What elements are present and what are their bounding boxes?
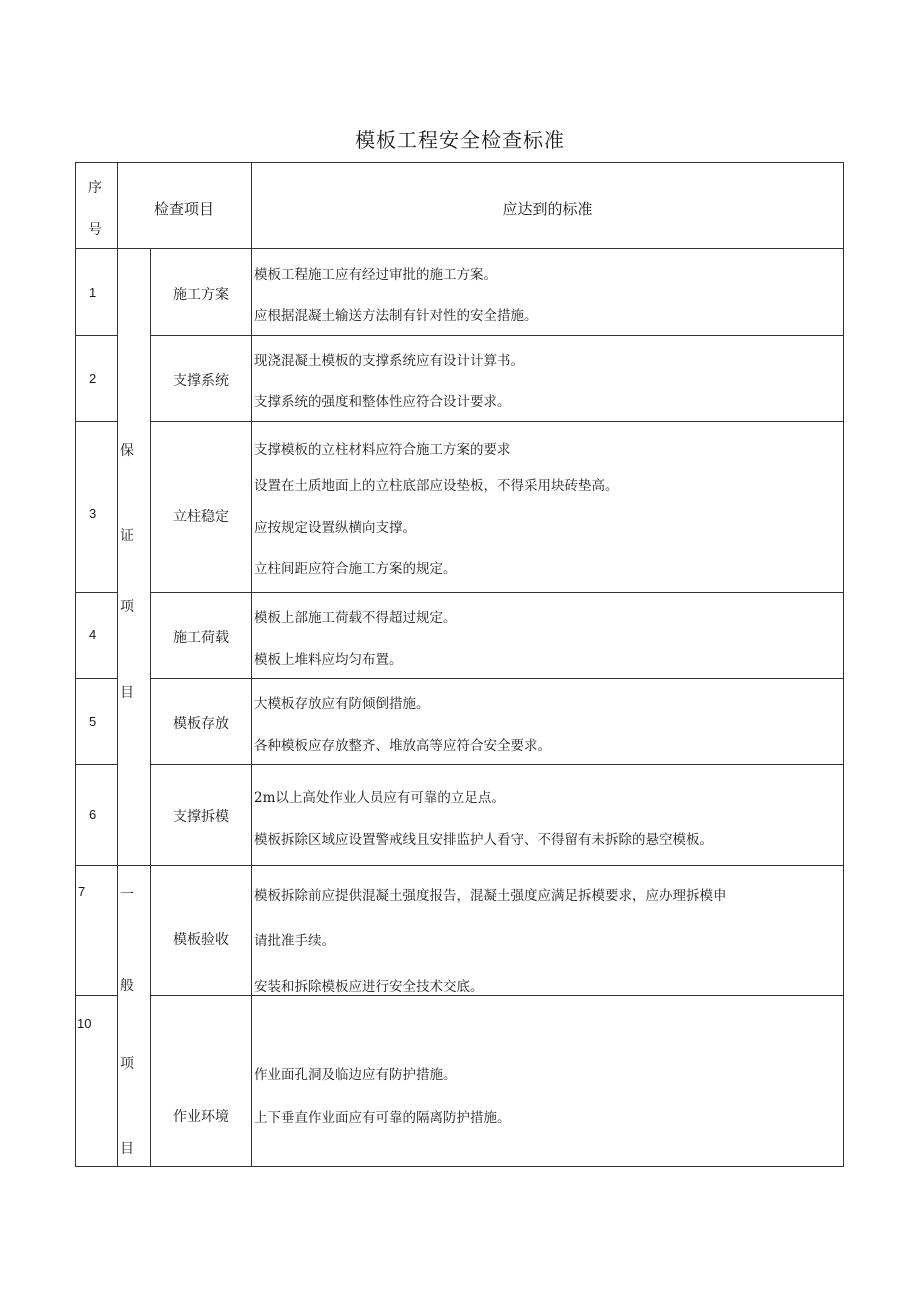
row-seq: 7 (78, 884, 86, 899)
row-item: 模板存放 (173, 716, 229, 732)
row-standard-line: 模板上堆料应均匀布置。 (254, 652, 403, 668)
row-item: 模板验收 (173, 932, 229, 948)
row-item: 施工荷载 (173, 630, 229, 646)
row-standard-line: 上下垂直作业面应有可靠的隔离防护措施。 (254, 1110, 511, 1126)
header-item: 检查项目 (153, 201, 214, 218)
row-divider (150, 335, 844, 336)
row-standard-line: 立柱间距应符合施工方案的规定。 (254, 561, 457, 577)
header-standard: 应达到的标准 (502, 201, 593, 218)
row-seq: 5 (89, 714, 97, 729)
row-standard-line: 模板上部施工荷载不得超过规定。 (254, 610, 457, 626)
row-seq: 10 (77, 1016, 92, 1031)
row-divider (75, 592, 117, 593)
col-divider-item (251, 162, 252, 1167)
table-border-top (75, 162, 844, 163)
row-divider (150, 995, 844, 996)
header-divider (75, 248, 844, 249)
row-standard-line: 支撑系统的强度和整体性应符合设计要求。 (254, 394, 511, 410)
category-general-char: 般 (120, 978, 134, 994)
page-title: 模板工程安全检查标准 (355, 128, 565, 152)
row-seq: 6 (89, 807, 97, 822)
category-guarantee-char: 目 (120, 685, 134, 701)
row-standard-line: 模板工程施工应有经过审批的施工方案。 (254, 267, 497, 283)
row-standard-line: 应根据混凝土输送方法制有针对性的安全措施。 (254, 308, 538, 324)
row-standard-line: 各种模板应存放整齐、堆放高等应符合安全要求。 (254, 738, 551, 754)
row-item: 施工方案 (173, 287, 229, 303)
row-divider (150, 592, 844, 593)
row-standard-line: 模板拆除前应提供混凝土强度报告，混凝土强度应满足拆模要求，应办理拆模申 (254, 888, 727, 904)
row-divider (75, 421, 117, 422)
row-seq: 4 (89, 627, 97, 642)
table-border-bottom (75, 1166, 844, 1167)
row-standard-line: 模板拆除区域应设置警戒线且安排监护人看守、不得留有未拆除的悬空模板。 (254, 832, 713, 848)
row-divider (150, 764, 844, 765)
row-seq: 1 (89, 285, 97, 300)
row-divider (75, 764, 117, 765)
table-border-left (75, 162, 76, 1167)
category-general-char: 项 (120, 1056, 134, 1072)
row-item: 立柱稳定 (173, 509, 229, 525)
category-general-char: 目 (120, 1141, 134, 1157)
row-standard-line: 请批准手续。 (254, 933, 335, 949)
row-standard-line: 作业面孔洞及临边应有防护措施。 (254, 1067, 457, 1083)
row-standard-line: 安装和拆除模板应进行安全技术交底。 (254, 979, 484, 995)
category-guarantee-char: 保 (120, 443, 134, 459)
category-guarantee-char: 证 (120, 528, 134, 544)
category-guarantee-char: 项 (120, 599, 134, 615)
row-divider (150, 421, 844, 422)
row-seq: 3 (89, 506, 97, 521)
row-standard-line: 设置在土质地面上的立柱底部应设垫板，不得采用块砖垫高。 (254, 478, 619, 494)
row-divider (75, 335, 117, 336)
row-standard-line: 2m以上高处作业人员应有可靠的立足点。 (254, 790, 505, 806)
row-divider (75, 678, 117, 679)
header-seq-bottom: 号 (88, 222, 102, 238)
row-divider (150, 678, 844, 679)
row-standard-line: 应按规定设置纵横向支撑。 (254, 520, 416, 536)
category-general-char: 一 (120, 887, 134, 903)
row-divider (75, 865, 844, 866)
row-seq: 2 (89, 371, 97, 386)
row-standard-line: 大模板存放应有防倾倒措施。 (254, 696, 430, 712)
row-standard-line: 支撑模板的立柱材料应符合施工方案的要求 (254, 442, 511, 458)
row-divider (75, 995, 117, 996)
row-item: 支撑系统 (173, 373, 229, 389)
row-standard-line: 现浇混凝土模板的支撑系统应有设计计算书。 (254, 353, 524, 369)
header-seq-top: 序 (88, 180, 102, 196)
row-item: 支撑拆模 (173, 809, 229, 825)
table-border-right (843, 162, 844, 1167)
col-divider-seq (117, 162, 118, 1167)
row-item: 作业环境 (173, 1109, 229, 1125)
